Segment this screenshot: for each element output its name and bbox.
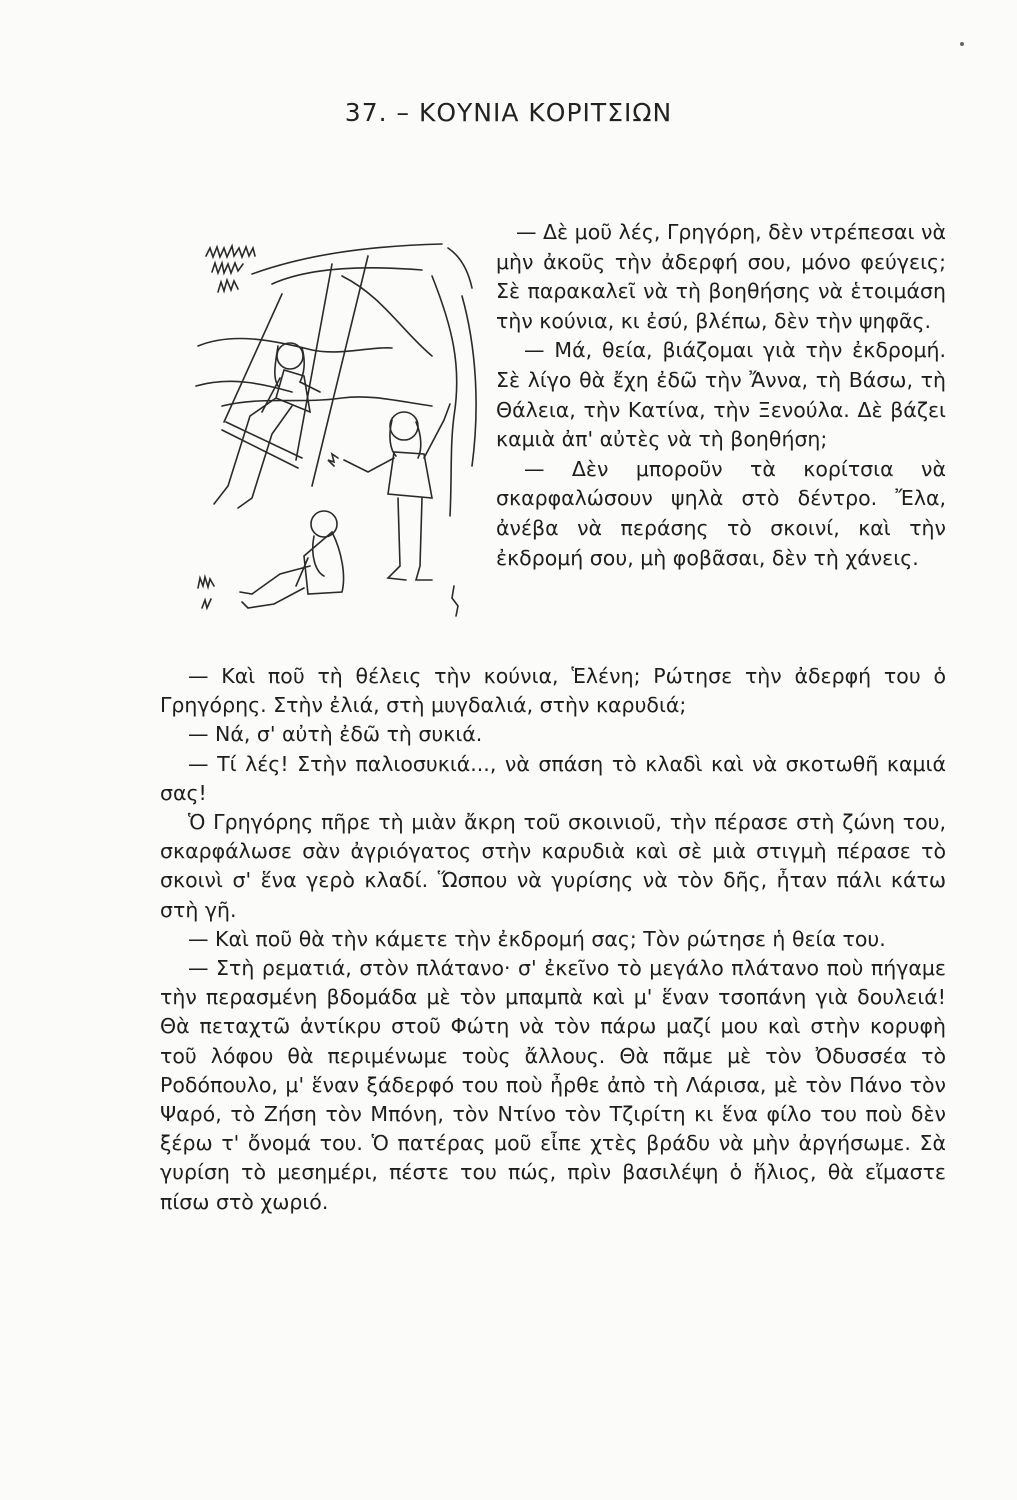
paragraph: Ὁ Γρηγόρης πῆρε τὴ μιὰν ἄκρη τοῦ σκοινιοῦ, τὴν πέρασε στὴ ζώνη του, σκαρφάλωσε σὰν ἀγριόγατος στὴν καρυδιὰ καὶ σὲ μιὰ στιγμὴ πέρασε τὸ σκοινὶ σ' ἕνα γερὸ κλαδί. Ὥσπου νὰ γυρίσης νὰ τὸν δῆς, ἦταν πάλι κάτω στὴ γῆ. bbox=[160, 810, 946, 922]
paragraph: — Καὶ ποῦ θὰ τὴν κάμετε τὴν ἐκδρομή σας; Τὸν ρώτησε ἡ θεία του. bbox=[188, 926, 886, 951]
paragraph: — Τί λές! Στὴν παλιοσυκιά..., νὰ σπάση τὸ κλαδὶ καὶ νὰ σκοτωθῆ καμιά σας! bbox=[160, 751, 946, 805]
paragraph: — Καὶ ποῦ τὴ θέλεις τὴν κούνια, Ἑλένη; Ρώτησε τὴν ἀδερφή του ὁ Γρηγόρης. Στὴν ἐλιά, στὴ μυγδαλιά, στὴν καρυδιά; bbox=[160, 664, 946, 718]
swing-girls-drawing-icon bbox=[192, 236, 482, 634]
column-text bbox=[496, 218, 946, 573]
speck-mark bbox=[960, 42, 964, 46]
paragraph: — Δὲ μοῦ λές, Γρηγόρη, δὲν ντρέπεσαι νὰ μὴν ἀκοῦς τὴν ἀδερφή σου, μόνο φεύγεις; Σὲ παρακαλεῖ νὰ τὴ βοηθήσης νὰ ἑτοιμάση τὴν κούνια, κι ἐσύ, βλέπω, δὲν τὴν ψηφᾶς. bbox=[496, 220, 946, 333]
paragraph: — Μά, θεία, βιάζομαι γιὰ τὴν ἐκδρομή. Σὲ λίγο θὰ ἔχη ἐδῶ τὴν Ἄννα, τὴ Βάσω, τὴ Θάλεια, τὴν Κατίνα, τὴν Ξενούλα. Δὲ βάζει καμιὰ ἀπ' αὐτὲς νὰ τὴ βοηθήση; bbox=[496, 338, 946, 452]
paragraph: — Στὴ ρεματιά, στὸν πλάτανο· σ' ἐκεῖνο τὸ μεγάλο πλάτανο ποὺ πήγαμε τὴν περασμένη βδομάδα μὲ τὸν μπαμπὰ καὶ μ' ἕναν τσοπάνη γιὰ δουλειά! Θὰ πεταχτῶ ἀντίκρυ στοῦ Φώτη νὰ τὸν πάρω μαζί μου καὶ στὴν κορυφὴ τοῦ λόφου θὰ περιμένωμε τοὺς ἄλλους. Θὰ πᾶμε μὲ τὸν Ὀδυσσέα τὸ Ροδόπουλο, μ' ἕναν ξάδερφό του ποὺ ἦρθε ἀπὸ τὴ Λάρισα, μὲ τὸν Πάνο τὸν Ψαρό, τὸ Ζήση τὸν Μπόνη, τὸν Ντίνο τὸν Τζιρίτη κι ἕνα φίλο του ποὺ δὲν ξέρω τ' ὄνομά του. Ὁ πατέρας μοῦ εἶπε χτὲς βράδυ νὰ μὴν ἀργήσωμε. Σὰ γυρίση τὸ μεσημέρι, πέστε του πώς, πρὶν βασιλέψη ὁ ἥλιος, θὰ εἴμαστε πίσω στὸ χωριό. bbox=[160, 956, 946, 1214]
body-text bbox=[160, 662, 946, 1217]
paragraph: — Νά, σ' αὐτὴ ἐδῶ τὴ συκιά. bbox=[188, 722, 483, 747]
chapter-title: 37. – ΚΟΥΝΙΑ ΚΟΡΙΤΣΙΩΝ bbox=[344, 98, 673, 127]
paragraph: — Δὲν μποροῦν τὰ κορίτσια νὰ σκαρφαλώσουν ψηλὰ στὸ δέντρο. Ἔλα, ἀνέβα νὰ περάσης τὸ σκοινί, καὶ τὴν ἐκδρομή σου, μὴ φοβᾶσαι, δὲν τὴ χάνεις. bbox=[496, 456, 946, 570]
